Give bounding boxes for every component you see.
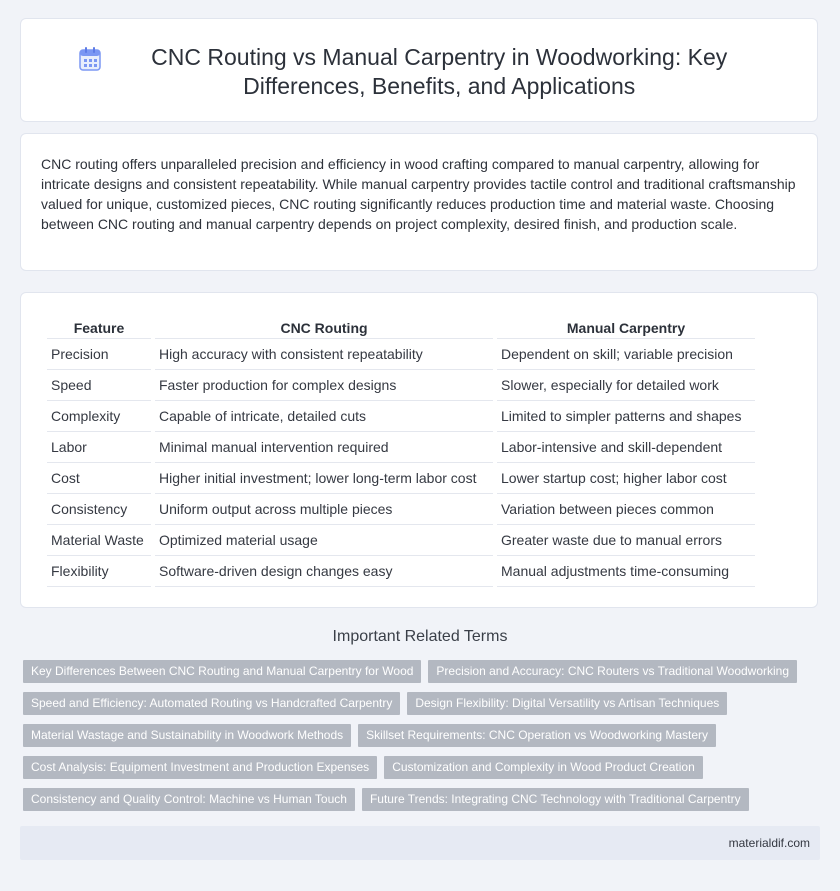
- comparison-card: [20, 292, 818, 608]
- related-term-link[interactable]: Material Wastage and Sustainability in Woodwork Methods: [23, 724, 351, 747]
- title-wrap: [21, 43, 817, 101]
- related-terms-list: [23, 660, 823, 820]
- footer: [20, 826, 820, 860]
- tag-row: [23, 692, 823, 715]
- table-row: [47, 339, 755, 370]
- table-header-row: [47, 317, 755, 339]
- related-term-link[interactable]: Key Differences Between CNC Routing and Manual Carpentry for Wood: [23, 660, 421, 683]
- table-cell-feature: Complexity: [47, 401, 151, 432]
- related-term-link[interactable]: Skillset Requirements: CNC Operation vs Woodworking Mastery: [358, 724, 716, 747]
- footer-site-link[interactable]: materialdif.com: [728, 836, 810, 850]
- related-terms-heading: Important Related Terms: [332, 628, 508, 645]
- related-term-link[interactable]: Future Trends: Integrating CNC Technology with Traditional Carpentry: [362, 788, 749, 811]
- table-cell-feature: Speed: [47, 370, 151, 401]
- table-cell-manual: Variation between pieces common: [497, 494, 755, 525]
- table-cell-feature: Precision: [47, 339, 151, 370]
- table-row: [47, 556, 755, 587]
- header-card: [20, 18, 818, 122]
- related-term-link[interactable]: Consistency and Quality Control: Machine vs Human Touch: [23, 788, 355, 811]
- table-cell-manual: Labor-intensive and skill-dependent: [497, 432, 755, 463]
- tag-row: [23, 788, 823, 811]
- table-cell-feature: Material Waste: [47, 525, 151, 556]
- table-cell-feature: Flexibility: [47, 556, 151, 587]
- table-row: [47, 401, 755, 432]
- tag-row: [23, 756, 823, 779]
- table-cell-feature: Labor: [47, 432, 151, 463]
- table-cell-cnc: Faster production for complex designs: [155, 370, 493, 401]
- table-cell-cnc: Optimized material usage: [155, 525, 493, 556]
- related-term-link[interactable]: Cost Analysis: Equipment Investment and Production Expenses: [23, 756, 377, 779]
- tag-row: [23, 660, 823, 683]
- column-header-manual: Manual Carpentry: [497, 317, 755, 339]
- table-cell-cnc: Capable of intricate, detailed cuts: [155, 401, 493, 432]
- table-cell-cnc: Minimal manual intervention required: [155, 432, 493, 463]
- table-cell-manual: Lower startup cost; higher labor cost: [497, 463, 755, 494]
- table-cell-cnc: Software-driven design changes easy: [155, 556, 493, 587]
- intro-paragraph: CNC routing offers unparalleled precision and efficiency in wood crafting compared to manual carpentry, allowing for intricate designs and consistent repeatability. While manual carpentry provides tactile control and traditional craftsmanship valued for unique, customized pieces, CNC routing significantly reduces production time and material waste. Choosing between CNC routing and manual carpentry depends on project complexity, desired finish, and production scale.: [41, 156, 796, 232]
- table-row: [47, 525, 755, 556]
- table-cell-manual: Manual adjustments time-consuming: [497, 556, 755, 587]
- table-cell-manual: Greater waste due to manual errors: [497, 525, 755, 556]
- related-term-link[interactable]: Customization and Complexity in Wood Product Creation: [384, 756, 703, 779]
- table-cell-cnc: Higher initial investment; lower long-term labor cost: [155, 463, 493, 494]
- table-row: [47, 463, 755, 494]
- table-row: [47, 370, 755, 401]
- related-term-link[interactable]: Speed and Efficiency: Automated Routing vs Handcrafted Carpentry: [23, 692, 400, 715]
- table-row: [47, 432, 755, 463]
- table-cell-manual: Dependent on skill; variable precision: [497, 339, 755, 370]
- table-row: [47, 494, 755, 525]
- table-cell-feature: Consistency: [47, 494, 151, 525]
- column-header-feature: Feature: [47, 317, 151, 339]
- column-header-cnc: CNC Routing: [155, 317, 493, 339]
- table-cell-manual: Slower, especially for detailed work: [497, 370, 755, 401]
- tag-row: [23, 724, 823, 747]
- intro-card: [20, 133, 818, 271]
- table-cell-cnc: High accuracy with consistent repeatability: [155, 339, 493, 370]
- comparison-table: [43, 317, 759, 587]
- table-cell-manual: Limited to simpler patterns and shapes: [497, 401, 755, 432]
- calendar-icon: [79, 47, 101, 76]
- related-term-link[interactable]: Precision and Accuracy: CNC Routers vs Traditional Woodworking: [428, 660, 797, 683]
- page-title: CNC Routing vs Manual Carpentry in Woodworking: Key Differences, Benefits, and Applications: [151, 44, 728, 99]
- related-term-link[interactable]: Design Flexibility: Digital Versatility vs Artisan Techniques: [407, 692, 727, 715]
- table-cell-cnc: Uniform output across multiple pieces: [155, 494, 493, 525]
- table-cell-feature: Cost: [47, 463, 151, 494]
